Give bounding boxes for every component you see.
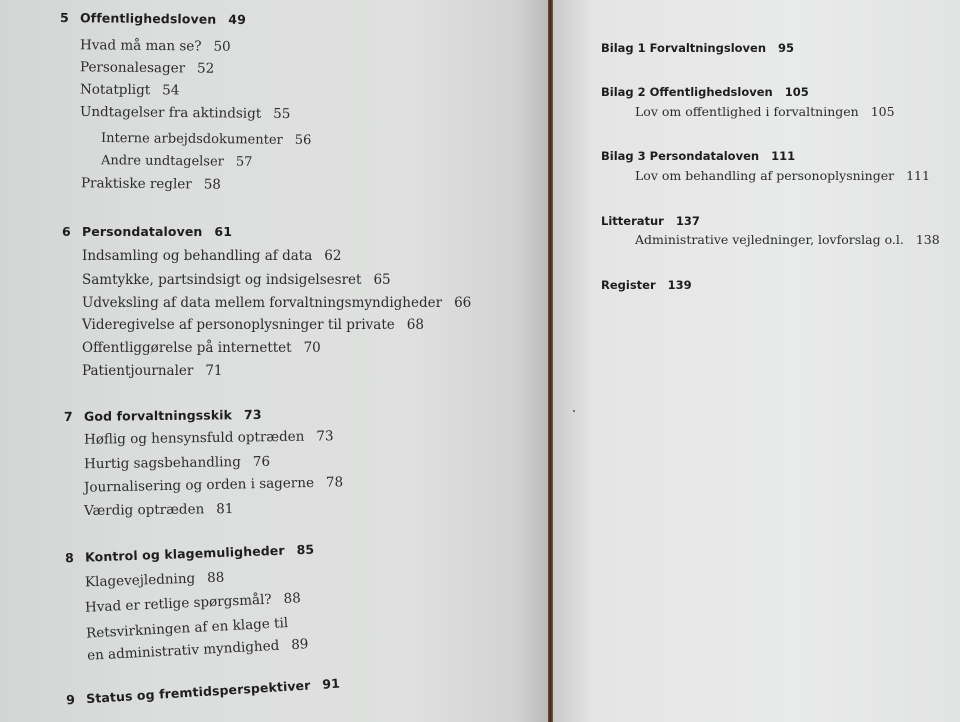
toc-item-label: Udveksling af data mellem forvaltningsmyndigheder <box>82 295 443 311</box>
toc-item-page: 62 <box>324 248 342 264</box>
appendix-subitem <box>635 104 895 119</box>
appendix-page: 137 <box>675 214 700 228</box>
toc-item <box>84 474 343 495</box>
appendix-page: 139 <box>667 278 692 292</box>
toc-item-label: Hurtig sagsbehandling <box>83 454 241 473</box>
right-page <box>553 0 960 722</box>
toc-item-label: Værdig optræden <box>83 501 205 520</box>
toc-item-page: 50 <box>213 38 231 55</box>
chapter-title: Persondataloven <box>82 224 203 239</box>
toc-item <box>82 340 321 356</box>
appendix-page: 95 <box>778 41 795 55</box>
appendix-title: Bilag 1 Forvaltningsloven <box>601 41 767 55</box>
toc-item-page: 68 <box>406 317 424 333</box>
toc-item-label: Hvad er retlige spørgsmål? <box>84 591 272 616</box>
toc-item-page: 88 <box>206 569 225 587</box>
toc-item-label: Indsamling og behandling af data <box>82 248 313 264</box>
toc-subitem <box>101 153 253 170</box>
appendix-heading <box>601 85 809 99</box>
toc-item-page: 54 <box>162 82 180 99</box>
toc-item-label: Videregivelse af personoplysninger til private <box>82 317 395 333</box>
toc-item-label: Notatpligt <box>79 81 151 99</box>
toc-item-label: Journalisering og orden i sagerne <box>83 474 315 496</box>
toc-item <box>84 428 334 447</box>
appendix-heading <box>601 41 794 55</box>
toc-item-label: Hvad må man se? <box>79 37 202 55</box>
toc-item-page: 58 <box>203 176 222 193</box>
index-heading <box>601 278 692 292</box>
appendix-subitem <box>635 168 930 183</box>
toc-item-page: 111 <box>906 168 930 183</box>
toc-item-label: Interne arbejdsdokumenter <box>100 130 283 148</box>
bibliography-heading <box>601 214 700 228</box>
chapter-number: 8 <box>64 550 75 566</box>
appendix-page: 111 <box>771 149 796 163</box>
chapter-title: Offentlighedsloven <box>79 10 217 27</box>
toc-item-label: Patientjournaler <box>82 363 194 379</box>
toc-item <box>82 272 391 288</box>
toc-item <box>80 81 180 98</box>
toc-item-label: Lov om offentlighed i forvaltningen <box>635 104 859 119</box>
toc-item-page: 81 <box>216 500 234 518</box>
chapter-heading <box>60 10 246 27</box>
toc-item <box>80 104 291 122</box>
chapter-page: 49 <box>228 11 247 27</box>
toc-item-label: Klagevejledning <box>84 570 196 591</box>
toc-item-page: 78 <box>325 474 344 491</box>
toc-item-page: 65 <box>373 272 391 288</box>
chapter-title: Kontrol og klagemuligheder <box>84 542 285 565</box>
toc-item <box>80 59 214 76</box>
chapter-heading <box>62 224 232 239</box>
appendix-title: Bilag 2 Offentlighedsloven <box>601 85 773 99</box>
chapter-page: 85 <box>296 541 315 558</box>
toc-item <box>85 590 301 615</box>
toc-item <box>82 248 341 264</box>
appendix-page: 105 <box>784 85 809 99</box>
chapter-number: 9 <box>65 691 76 708</box>
chapter-number: 7 <box>63 408 73 425</box>
appendix-subitem <box>635 232 940 247</box>
toc-item-label: Praktiske regler <box>80 175 192 193</box>
toc-subitem <box>101 131 311 148</box>
toc-item-page: 138 <box>915 232 940 247</box>
toc-item-page: 105 <box>870 104 895 119</box>
chapter-number: 6 <box>62 224 71 239</box>
chapter-page: 61 <box>214 224 233 239</box>
chapter-page: 91 <box>321 675 341 692</box>
toc-item-page: 89 <box>290 636 309 654</box>
toc-item-label: Samtykke, partsindsigt og indsigelsesret <box>82 272 362 288</box>
toc-item-page: 88 <box>283 590 302 608</box>
appendix-title: Litteratur <box>601 214 664 228</box>
appendix-heading <box>601 149 795 163</box>
paper-speck <box>573 410 575 412</box>
chapter-title: God forvaltningsskik <box>83 407 233 424</box>
toc-item <box>80 37 231 55</box>
toc-item-label: Administrative vejledninger, lovforslag o.l. <box>635 232 904 247</box>
toc-item-page: 56 <box>294 132 312 149</box>
toc-item-page <box>300 614 301 630</box>
appendix-title: Bilag 3 Persondataloven <box>601 149 760 163</box>
chapter-heading <box>64 407 262 424</box>
toc-item-label: Retsvirkningen af en klage til <box>85 615 289 642</box>
chapter-number: 5 <box>59 10 69 26</box>
chapter-heading <box>66 676 341 708</box>
toc-item <box>82 363 223 379</box>
toc-item-label: Lov om behandling af personoplysninger <box>635 168 895 183</box>
toc-item <box>87 636 309 664</box>
toc-item <box>82 317 424 333</box>
toc-item-label: Personalesager <box>79 59 186 77</box>
toc-item-page: 66 <box>454 295 472 311</box>
toc-item <box>84 501 234 519</box>
chapter-title: Status og fremtidsperspektiver <box>85 677 311 707</box>
chapter-heading <box>65 542 315 566</box>
toc-item-page: 76 <box>252 453 271 470</box>
toc-item-page: 73 <box>316 428 334 445</box>
appendix-title: Register <box>601 278 656 292</box>
toc-item <box>81 175 221 192</box>
toc-item-page: 52 <box>197 60 215 77</box>
toc-item-label: Offentliggørelse på internettet <box>82 340 292 356</box>
toc-item-label: Andre undtagelser <box>100 153 224 170</box>
toc-item-label: Undtagelser fra aktindsigt <box>79 103 262 122</box>
toc-item-page: 70 <box>303 340 321 356</box>
chapter-page: 73 <box>243 406 262 423</box>
toc-item <box>85 570 225 591</box>
toc-item-label: Høflig og hensynsfuld optræden <box>83 428 305 448</box>
toc-item-label: en administrativ myndighed <box>86 637 280 664</box>
toc-item <box>84 454 270 473</box>
toc-item <box>82 295 471 311</box>
toc-item-page: 57 <box>235 154 253 170</box>
toc-item-page: 55 <box>273 105 291 123</box>
toc-item-page: 71 <box>205 363 223 379</box>
